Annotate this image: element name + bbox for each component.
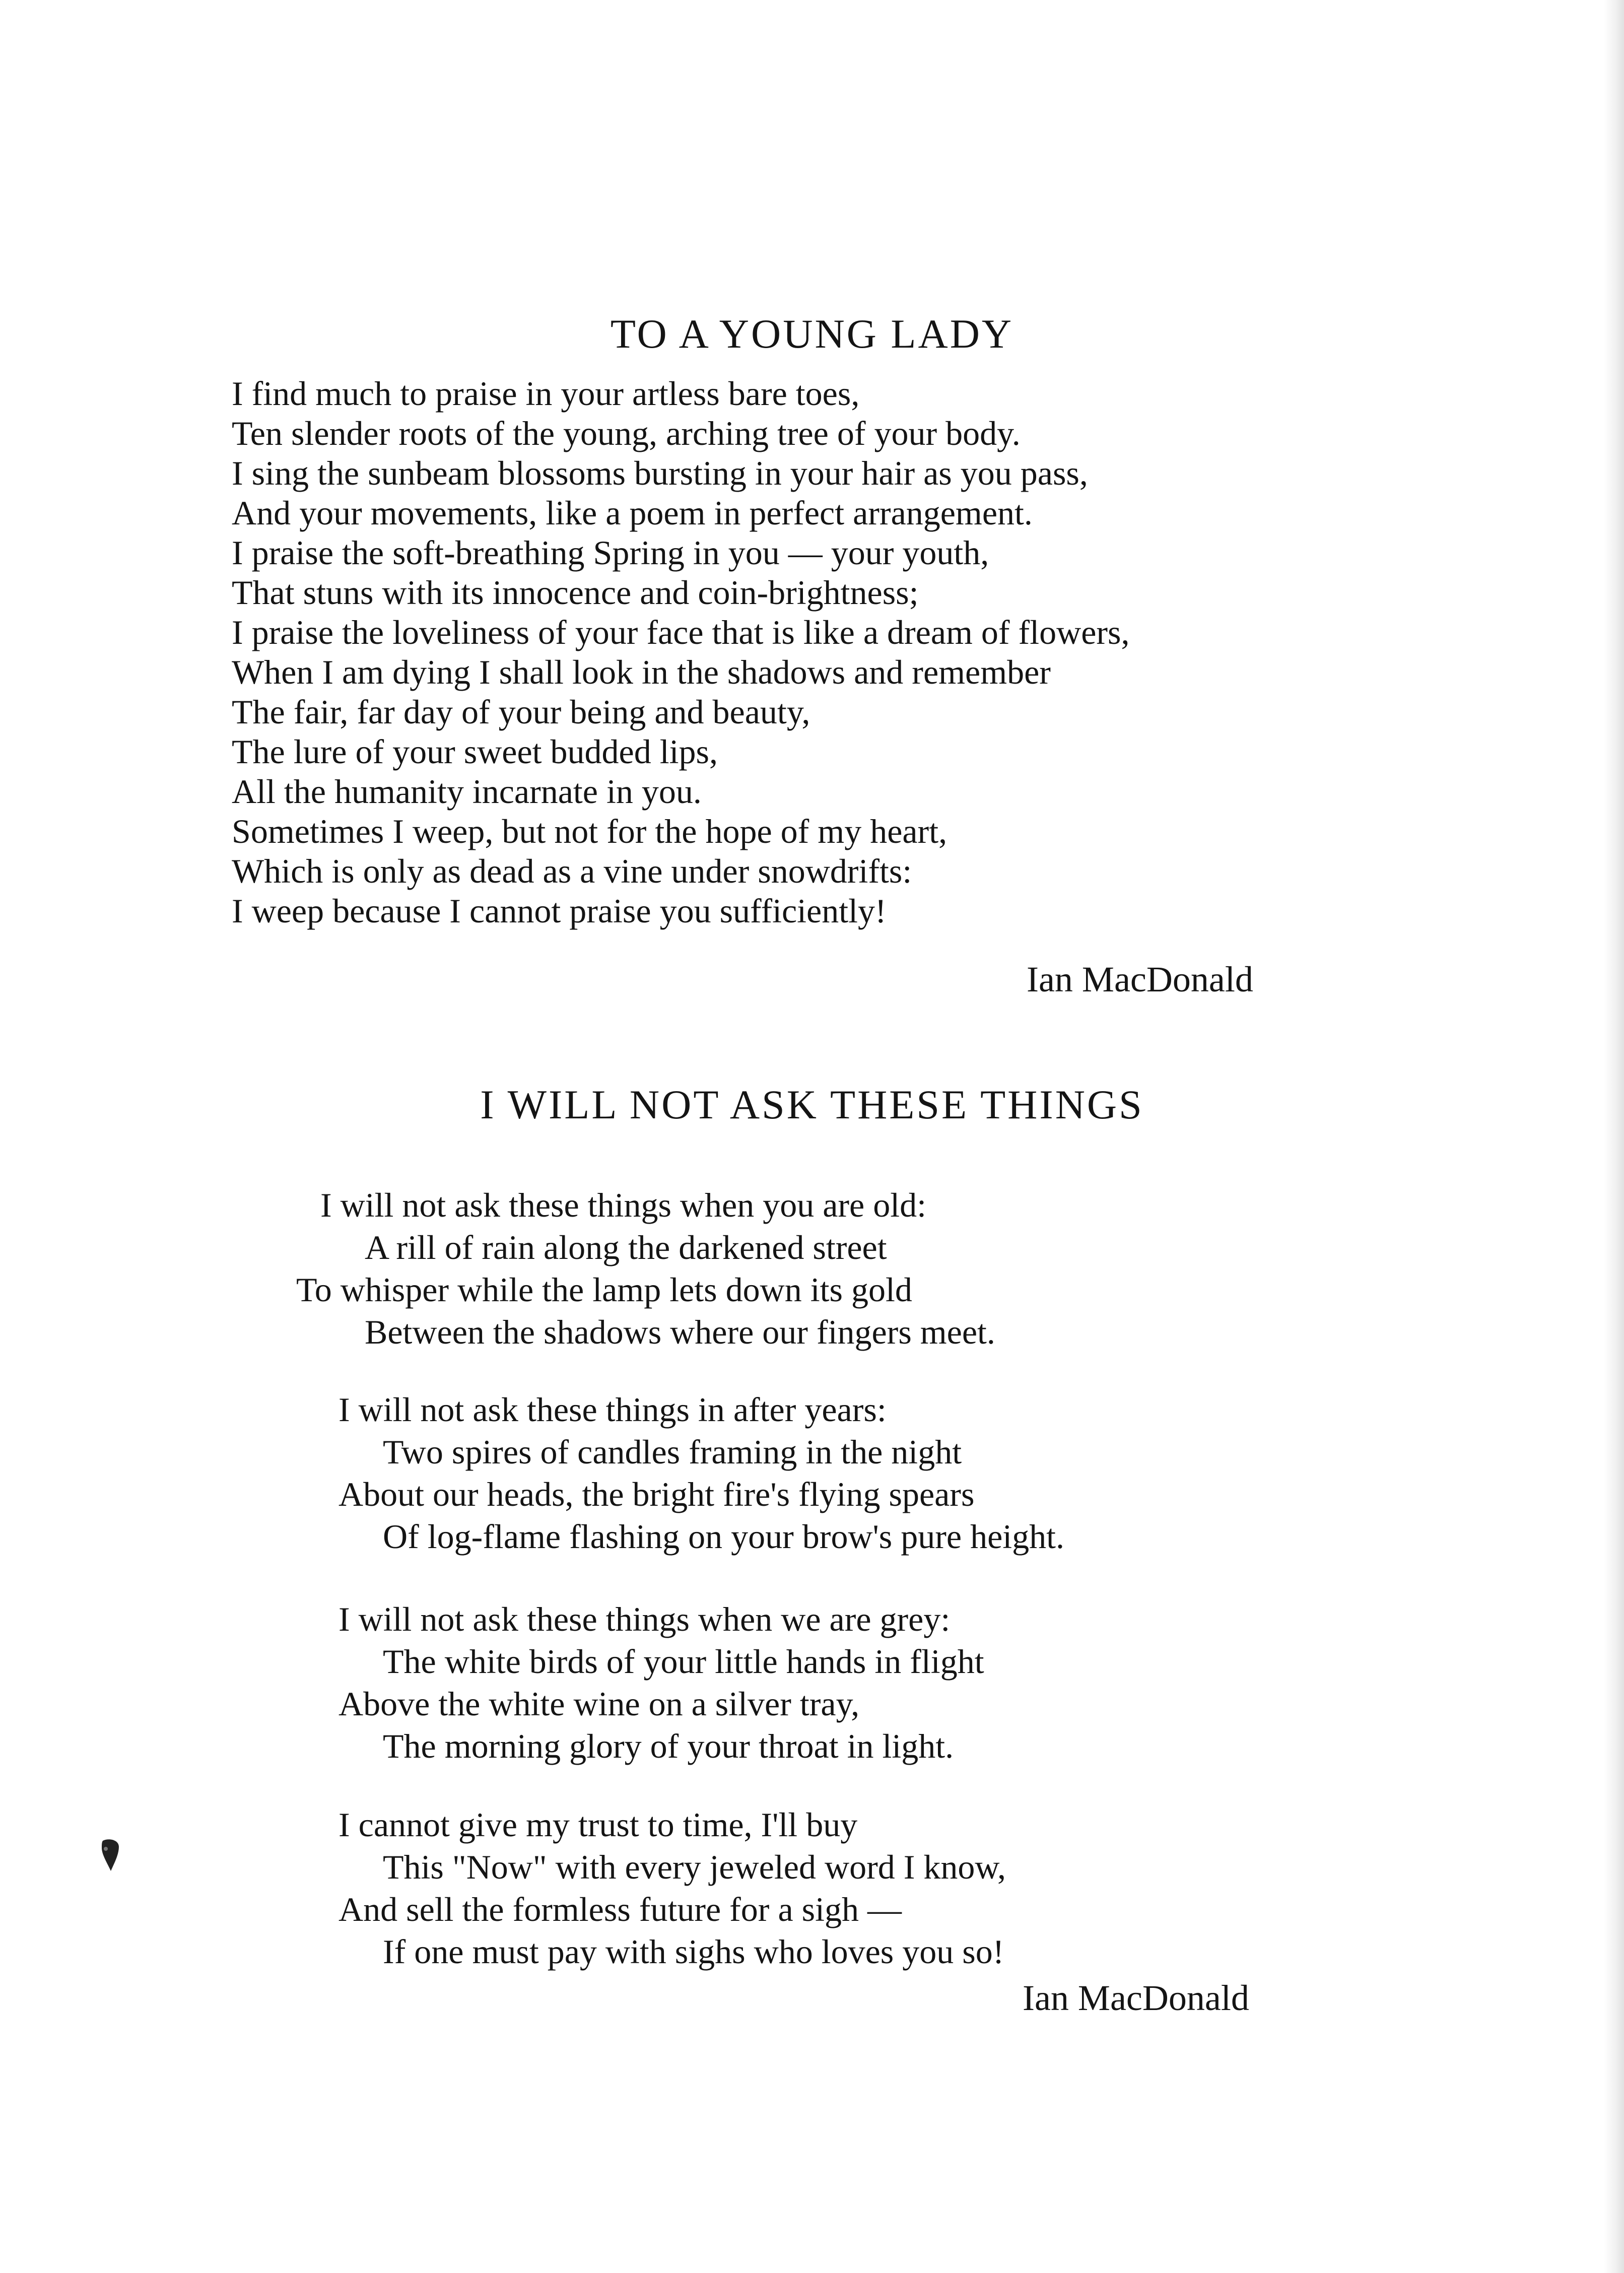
poem2-line: I will not ask these things when you are old: — [320, 1186, 927, 1224]
poem1-line: I praise the loveliness of your face that is like a dream of flowers, — [232, 613, 1130, 651]
poem2-line: If one must pay with sighs who loves you so! — [383, 1932, 1004, 1971]
ink-speck-icon — [99, 1838, 122, 1873]
poem1-line: That stuns with its innocence and coin-brightness; — [232, 573, 919, 612]
poem1-line: The lure of your sweet budded lips, — [232, 732, 718, 771]
poem2-line: Above the white wine on a silver tray, — [339, 1685, 860, 1723]
poem2-title: I WILL NOT ASK THESE THINGS — [480, 1082, 1144, 1127]
poem1-line: I praise the soft-breathing Spring in you — your youth, — [232, 533, 989, 572]
poem2-line: Two spires of candles framing in the night — [383, 1433, 962, 1471]
poem2-line: The morning glory of your throat in light. — [383, 1727, 954, 1765]
poem2-author: Ian MacDonald — [1023, 1978, 1249, 2018]
poem2-line: Of log-flame flashing on your brow's pure height. — [383, 1517, 1065, 1556]
poem1-line: The fair, far day of your being and beauty, — [232, 693, 810, 731]
poem2-stanza-2 — [339, 1388, 1064, 1558]
poem1-line: Sometimes I weep, but not for the hope of my heart, — [232, 812, 948, 850]
poem2-line: This "Now" with every jeweled word I know, — [383, 1848, 1006, 1886]
poem1-line: I weep because I cannot praise you sufficiently! — [232, 892, 887, 930]
poem2-line: I cannot give my trust to time, I'll buy — [339, 1806, 858, 1844]
poem1-line: Which is only as dead as a vine under snowdrifts: — [232, 852, 912, 890]
poem2-line: The white birds of your little hands in flight — [383, 1642, 984, 1681]
poem1-line: Ten slender roots of the young, arching tree of your body. — [232, 414, 1021, 452]
poem2-line: I will not ask these things in after years: — [339, 1390, 887, 1429]
poem1-title: TO A YOUNG LADY — [610, 311, 1014, 357]
poem1-line: I sing the sunbeam blossoms bursting in your hair as you pass, — [232, 454, 1088, 492]
poem2-stanza-4 — [339, 1803, 1006, 1973]
poem2-line: A rill of rain along the darkened street — [365, 1228, 887, 1266]
poem2-stanza-3 — [339, 1598, 984, 1767]
poem1-body — [232, 374, 1441, 931]
poem2-line: To whisper while the lamp lets down its gold — [296, 1271, 912, 1309]
poem1-author: Ian MacDonald — [1027, 959, 1253, 999]
poem2-line: And sell the formless future for a sigh — — [339, 1890, 902, 1928]
poem2-line: About our heads, the bright fire's flying spears — [339, 1475, 975, 1513]
poem2-stanza-1 — [296, 1184, 995, 1353]
poem1-line: I find much to praise in your artless bare toes, — [232, 374, 860, 413]
poem1-line: When I am dying I shall look in the shadows and remember — [232, 653, 1051, 691]
poem1-line: And your movements, like a poem in perfect arrangement. — [232, 494, 1033, 532]
poem2-line: I will not ask these things when we are grey: — [339, 1600, 951, 1638]
poem1-line: All the humanity incarnate in you. — [232, 772, 702, 811]
poem2-line: Between the shadows where our fingers meet. — [365, 1313, 995, 1351]
